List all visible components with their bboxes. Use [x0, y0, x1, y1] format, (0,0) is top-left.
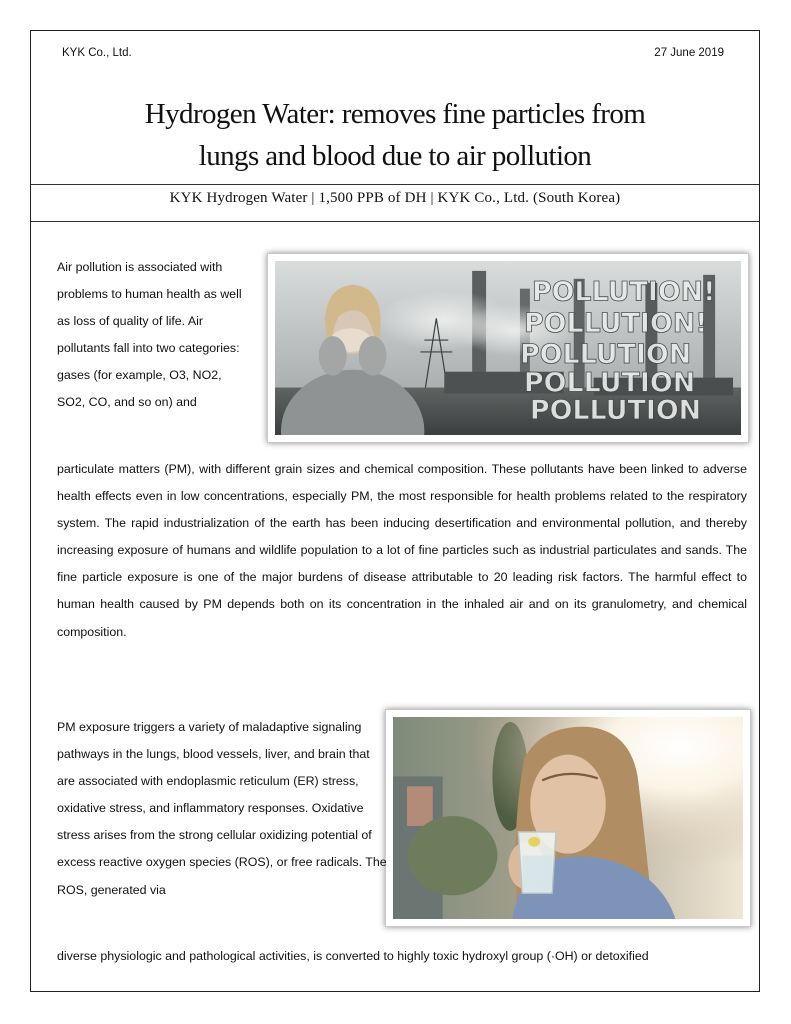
drinking-water-photo [385, 709, 751, 927]
pollution-photo-image [275, 261, 741, 435]
subtitle-divider [31, 221, 759, 222]
pollution-photo [267, 253, 749, 443]
pollution-text-3: POLLUTION [519, 338, 692, 370]
drinking-water-photo-image [393, 717, 743, 919]
document-subtitle: KYK Hydrogen Water | 1,500 PPB of DH | KYK Co., Ltd. (South Korea) [169, 190, 621, 206]
pollution-text-5: POLLUTION [529, 395, 702, 427]
pollution-text-1: POLLUTION! [531, 276, 716, 308]
pollution-text-2: POLLUTION! [523, 308, 708, 340]
paragraph-1-full: particulate matters (PM), with different grain sizes and chemical composition. These pollutants have been linked to adverse health effects even in low concentrations, especially PM, the most responsible for health problems related to the respiratory system. The rapid industrialization of the earth has been inducing desertification and environmental pollution, and thereby increasing exposure of humans and wildlife population to a lot of fine particles such as industrial particulates and sands. The fine particle exposure is one of the major burdens of disease attributable to 20 leading risk factors. The harmful effect to human health caused by PM depends both on its concentration in the inhaled air and on its granulometry, and chemical composition. [57, 462, 747, 639]
title-divider [31, 184, 759, 185]
paragraph-2-wrapped: PM exposure triggers a variety of maladaptive signaling pathways in the lungs, blood vessels, liver, and brain that are associated with endoplasmic reticulum (ER) stress, oxidative stress, and inflammatory responses. Oxidative stress arises from the strong cellular oxidizing potential of excess reactive oxygen species (ROS), or free radicals. The ROS, generated via [57, 720, 387, 897]
document-title [31, 93, 759, 177]
title-line-2: lungs and blood due to air pollution [198, 140, 592, 172]
paragraph-1-wrapped: Air pollution is associated with problems to human health as well as loss of quality of life. Air pollutants fall into two categories: gases (for example, O3, NO2, SO2, CO, and so on) and [57, 260, 242, 410]
company-name: KYK Co., Ltd. [62, 47, 132, 59]
page-frame [30, 30, 760, 992]
title-line-1: Hydrogen Water: removes fine particles from [144, 98, 646, 130]
pollution-text-4: POLLUTION [523, 367, 696, 399]
paragraph-2-full: diverse physiologic and pathological activities, is converted to highly toxic hydroxyl group (·OH) or detoxified [57, 949, 649, 963]
publish-date: 27 June 2019 [654, 47, 724, 59]
